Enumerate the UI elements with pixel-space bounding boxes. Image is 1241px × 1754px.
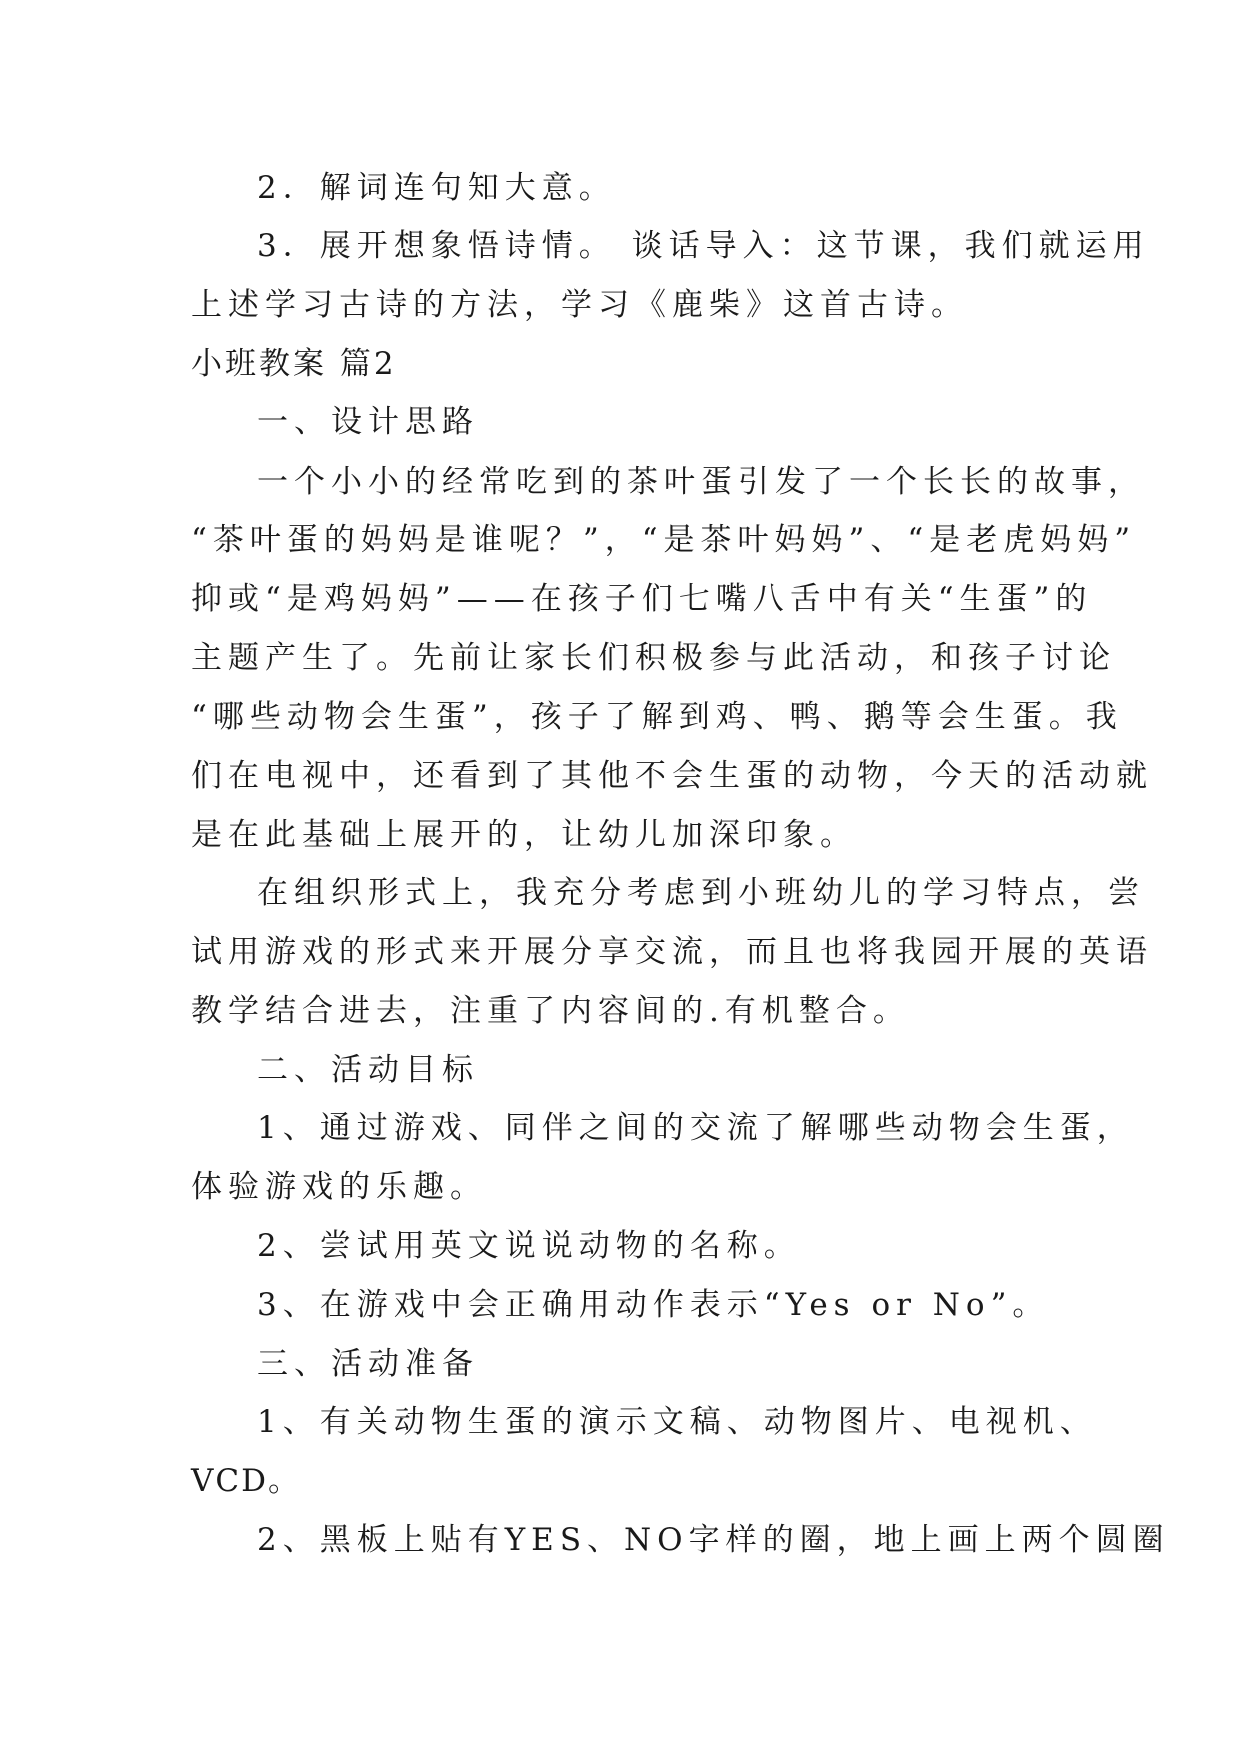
text-line: 2、黑板上贴有YES、NO字样的圈，地上画上两个圆圈 [257,1522,1170,1558]
text-line: 教学结合进去，注重了内容间的.有机整合。 [191,993,910,1029]
text-line: 3．展开想象悟诗情。 谈话导入：这节课，我们就运用 [257,228,1150,264]
subheading: 一、设计思路 [257,404,479,440]
text-line: 试用游戏的形式来开展分享交流，而且也将我园开展的英语 [191,934,1153,970]
text-line: 上述学习古诗的方法，学习《鹿柴》这首古诗。 [191,287,968,323]
text-line: 是在此基础上展开的，让幼儿加深印象。 [191,817,857,853]
subheading: 二、活动目标 [257,1052,479,1088]
text-line: 们在电视中，还看到了其他不会生蛋的动物，今天的活动就 [191,758,1153,794]
text-line: 1、通过游戏、同伴之间的交流了解哪些动物会生蛋， [257,1110,1134,1146]
text-line: 1、有关动物生蛋的演示文稿、动物图片、电视机、 [257,1404,1097,1440]
text-line: 2．解词连句知大意。 [257,170,616,206]
text-line: VCD。 [191,1463,301,1499]
text-line: 主题产生了。先前让家长们积极参与此活动，和孩子讨论 [191,640,1116,676]
text-line: 在组织形式上，我充分考虑到小班幼儿的学习特点，尝 [257,875,1145,911]
text-line: 2、尝试用英文说说动物的名称。 [257,1228,801,1264]
text-line: 一个小小的经常吃到的茶叶蛋引发了一个长长的故事， [257,464,1145,500]
subheading: 三、活动准备 [257,1346,479,1382]
text-line: 抑或“是鸡妈妈”——在孩子们七嘴八舌中有关“生蛋”的 [191,581,1093,617]
text-line: 体验游戏的乐趣。 [191,1169,487,1205]
section-heading: 小班教案 篇2 [191,346,397,382]
text-line: “茶叶蛋的妈妈是谁呢？”，“是茶叶妈妈”、“是老虎妈妈” [191,522,1137,558]
text-line: “哪些动物会生蛋”，孩子了解到鸡、鸭、鹅等会生蛋。我 [191,699,1123,735]
text-line: 3、在游戏中会正确用动作表示“Yes or No”。 [257,1287,1050,1323]
